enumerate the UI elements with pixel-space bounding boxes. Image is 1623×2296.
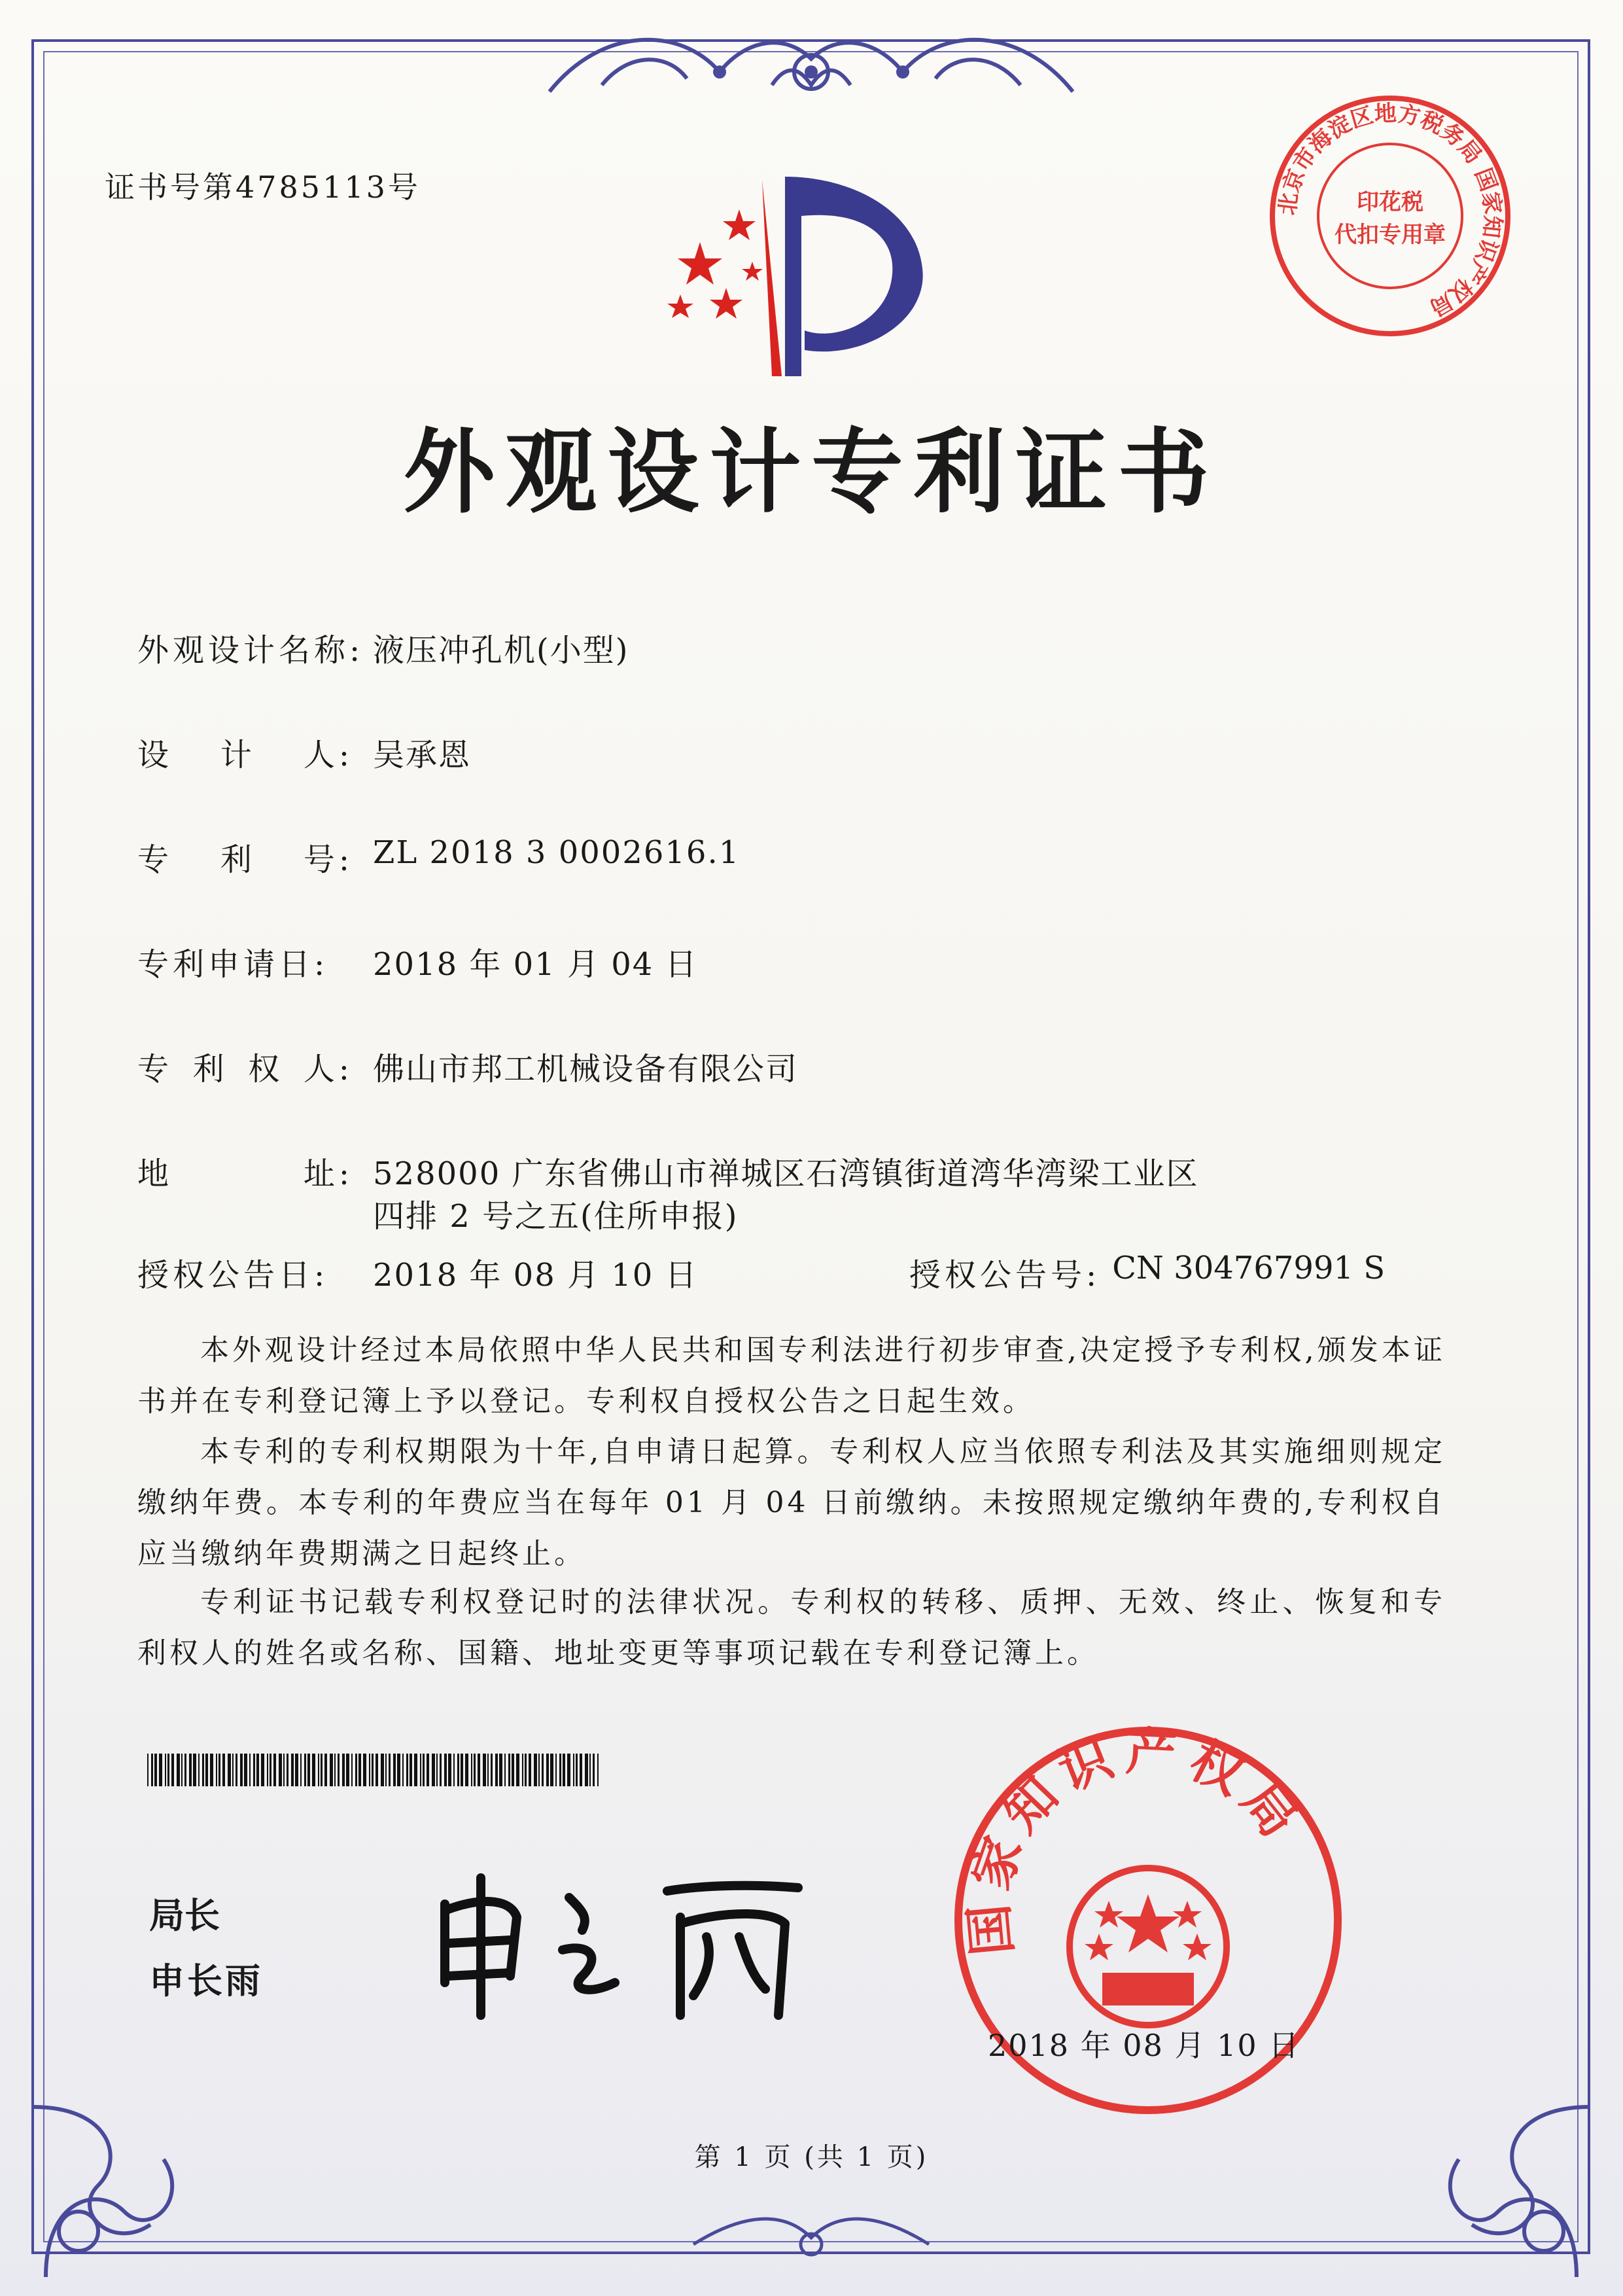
filing-date-value: 2018 年 01 月 04 日	[373, 946, 698, 983]
top-ornament	[523, 13, 1099, 111]
barcode-bar	[576, 1754, 578, 1786]
barcode-bar	[240, 1754, 243, 1786]
barcode-bar	[559, 1754, 561, 1786]
address-line2: 四排 2 号之五(住所申报)	[373, 1198, 739, 1235]
barcode-bar	[304, 1754, 306, 1786]
barcode-bar	[385, 1754, 387, 1786]
barcode-bar	[563, 1754, 565, 1786]
barcode-bar	[589, 1754, 591, 1786]
tax-stamp-ring-text: 北京市海淀区地方税务局 国家知识产权局	[1274, 100, 1506, 321]
barcode-bar	[491, 1754, 493, 1786]
filing-date-field	[137, 939, 698, 984]
barcode-bar	[184, 1754, 186, 1786]
barcode-bar	[436, 1754, 438, 1786]
barcode-bar	[342, 1754, 345, 1786]
barcode	[147, 1754, 599, 1786]
barcode-bar	[202, 1754, 204, 1786]
barcode-bar	[222, 1754, 225, 1786]
address-field	[137, 1148, 373, 1193]
certificate-title: 外观设计专利证书	[403, 419, 1220, 526]
director-title: 局长	[149, 1895, 220, 1936]
barcode-bar	[580, 1754, 582, 1786]
barcode-bar	[279, 1754, 282, 1786]
barcode-bar	[471, 1754, 472, 1786]
barcode-bar	[573, 1754, 574, 1786]
barcode-bar	[369, 1754, 370, 1786]
design-name-field	[137, 625, 629, 670]
barcode-bar	[534, 1754, 537, 1786]
barcode-bar	[465, 1754, 468, 1786]
designer-value: 吴承恩	[373, 737, 472, 773]
barcode-bar	[478, 1754, 480, 1786]
patent-number-field	[137, 834, 740, 879]
barcode-bar	[414, 1754, 417, 1786]
tax-stamp-center-line1: 印花税	[1357, 189, 1423, 215]
barcode-bar	[198, 1754, 200, 1786]
barcode-bar	[324, 1754, 327, 1786]
tax-stamp-center-line2: 代扣专用章	[1335, 222, 1446, 248]
barcode-bar	[307, 1754, 310, 1786]
barcode-bar	[538, 1754, 540, 1786]
barcode-bar	[427, 1754, 429, 1786]
designer-field	[137, 730, 471, 775]
barcode-bar	[261, 1754, 264, 1786]
barcode-bar	[372, 1754, 374, 1786]
barcode-bar	[253, 1754, 255, 1786]
director-name: 申长雨	[149, 1960, 263, 2002]
barcode-bar	[165, 1754, 166, 1786]
barcode-bar	[216, 1754, 217, 1786]
barcode-bar	[495, 1754, 498, 1786]
barcode-bar	[461, 1754, 463, 1786]
barcode-bar	[159, 1754, 162, 1786]
barcode-bar	[267, 1754, 268, 1786]
barcode-bar	[522, 1754, 523, 1786]
barcode-bar	[440, 1754, 442, 1786]
handwritten-signature	[419, 1858, 824, 2028]
barcode-bar	[193, 1754, 196, 1786]
announce-number-value: CN 304767991 S	[1112, 1250, 1386, 1286]
barcode-bar	[402, 1754, 404, 1786]
barcode-bar	[210, 1754, 213, 1786]
bottom-center-ornament	[680, 2205, 942, 2270]
bottom-left-ornament	[20, 2081, 229, 2290]
address-label: 地 址:	[137, 1156, 353, 1192]
barcode-bar	[453, 1754, 455, 1786]
announce-date-field	[137, 1250, 698, 1295]
barcode-bar	[287, 1754, 288, 1786]
designer-label: 设 计 人:	[137, 737, 353, 773]
barcode-bar	[295, 1754, 298, 1786]
barcode-bar	[397, 1754, 400, 1786]
patentee-label: 专 利 权 人:	[137, 1051, 353, 1087]
barcode-bar	[542, 1754, 544, 1786]
barcode-bar	[585, 1754, 588, 1786]
announce-date-value: 2018 年 08 月 10 日	[373, 1257, 698, 1294]
patentee-value: 佛山市邦工机械设备有限公司	[373, 1051, 799, 1087]
barcode-bar	[525, 1754, 527, 1786]
barcode-bar	[218, 1754, 220, 1786]
barcode-bar	[151, 1754, 153, 1786]
barcode-bar	[381, 1754, 384, 1786]
barcode-bar	[555, 1754, 557, 1786]
bottom-right-ornament	[1393, 2081, 1603, 2290]
barcode-bar	[273, 1754, 276, 1786]
barcode-bar	[321, 1754, 323, 1786]
patentee-field	[137, 1044, 798, 1089]
barcode-bar	[232, 1754, 234, 1786]
barcode-bar	[205, 1754, 208, 1786]
tax-stamp	[1266, 92, 1514, 340]
barcode-bar	[593, 1754, 595, 1786]
barcode-bar	[423, 1754, 425, 1786]
certificate-number-suffix: 号	[387, 169, 421, 205]
barcode-bar	[420, 1754, 421, 1786]
barcode-bar	[330, 1754, 333, 1786]
barcode-bar	[375, 1754, 378, 1786]
design-name-label: 外观设计名称:	[137, 632, 364, 669]
design-name-value: 液压冲孔机(小型)	[373, 632, 629, 669]
barcode-bar	[236, 1754, 237, 1786]
patent-office-logo	[654, 164, 935, 380]
patent-number-label: 专 利 号:	[137, 841, 353, 878]
barcode-bar	[181, 1754, 183, 1786]
seal-ring-text: 国家知识产权局	[958, 1724, 1314, 1958]
barcode-bar	[508, 1754, 510, 1786]
barcode-bar	[597, 1754, 599, 1786]
barcode-bar	[358, 1754, 361, 1786]
barcode-bar	[291, 1754, 294, 1786]
national-emblem-icon	[1070, 1868, 1227, 2025]
barcode-bar	[457, 1754, 459, 1786]
barcode-bar	[499, 1754, 502, 1786]
barcode-bar	[338, 1754, 340, 1786]
page-number: 第 1 页 (共 1 页)	[694, 2142, 929, 2172]
certificate-number	[105, 164, 421, 207]
barcode-bar	[249, 1754, 251, 1786]
barcode-bar	[567, 1754, 570, 1786]
barcode-bar	[346, 1754, 349, 1786]
certificate-number-value: 4785113	[236, 169, 388, 205]
patent-number-value: ZL 2018 3 0002616.1	[373, 834, 741, 871]
barcode-bar	[312, 1754, 315, 1786]
barcode-bar	[512, 1754, 514, 1786]
announce-number-field	[909, 1250, 1385, 1295]
barcode-bar	[355, 1754, 357, 1786]
barcode-bar	[177, 1754, 180, 1786]
address-line1: 528000 广东省佛山市禅城区石湾镇街道湾华湾梁工业区	[373, 1156, 1199, 1192]
barcode-bar	[351, 1754, 353, 1786]
barcode-bar	[550, 1754, 553, 1786]
barcode-bar	[516, 1754, 519, 1786]
body-paragraph-3: 专利证书记载专利权登记时的法律状况。专利权的转移、质押、无效、终止、恢复和专利权人的姓名或名称、国籍、地址变更等事项记载在专利登记簿上。	[137, 1585, 1446, 1670]
barcode-bar	[147, 1754, 148, 1786]
barcode-bar	[318, 1754, 319, 1786]
barcode-bar	[167, 1754, 169, 1786]
barcode-bar	[189, 1754, 192, 1786]
announce-number-label: 授权公告号:	[909, 1257, 1101, 1294]
barcode-bar	[448, 1754, 451, 1786]
barcode-bar	[444, 1754, 447, 1786]
barcode-bar	[244, 1754, 247, 1786]
barcode-bar	[529, 1754, 531, 1786]
barcode-bar	[483, 1754, 486, 1786]
barcode-bar	[334, 1754, 336, 1786]
barcode-bar	[487, 1754, 489, 1786]
barcode-bar	[432, 1754, 435, 1786]
seal-issue-date: 2018 年 08 月 10 日	[988, 2028, 1300, 2063]
barcode-bar	[283, 1754, 285, 1786]
barcode-bar	[256, 1754, 259, 1786]
announce-date-label: 授权公告日:	[137, 1257, 329, 1294]
barcode-bar	[154, 1754, 157, 1786]
body-paragraph-1: 本外观设计经过本局依照中华人民共和国专利法进行初步审查,决定授予专利权,颁发本证书并在专利登记簿上予以登记。专利权自授权公告之日起生效。	[137, 1333, 1446, 1418]
certificate-number-label: 证书号第	[105, 169, 236, 205]
body-paragraph-2: 本专利的专利权期限为十年,自申请日起算。专利权人应当依照专利法及其实施细则规定缴纳年费。本专利的年费应当在每年 01 月 04 日前缴纳。未按照规定缴纳年费的,专利权自应当缴纳年费期满之日起终止。	[137, 1435, 1446, 1570]
barcode-bar	[363, 1754, 366, 1786]
barcode-bar	[300, 1754, 302, 1786]
barcode-bar	[406, 1754, 408, 1786]
barcode-bar	[474, 1754, 476, 1786]
barcode-bar	[171, 1754, 174, 1786]
barcode-bar	[410, 1754, 412, 1786]
filing-date-label: 专利申请日:	[137, 946, 329, 983]
barcode-bar	[228, 1754, 231, 1786]
barcode-bar	[504, 1754, 506, 1786]
barcode-bar	[389, 1754, 391, 1786]
barcode-bar	[393, 1754, 396, 1786]
barcode-bar	[546, 1754, 549, 1786]
barcode-bar	[270, 1754, 271, 1786]
